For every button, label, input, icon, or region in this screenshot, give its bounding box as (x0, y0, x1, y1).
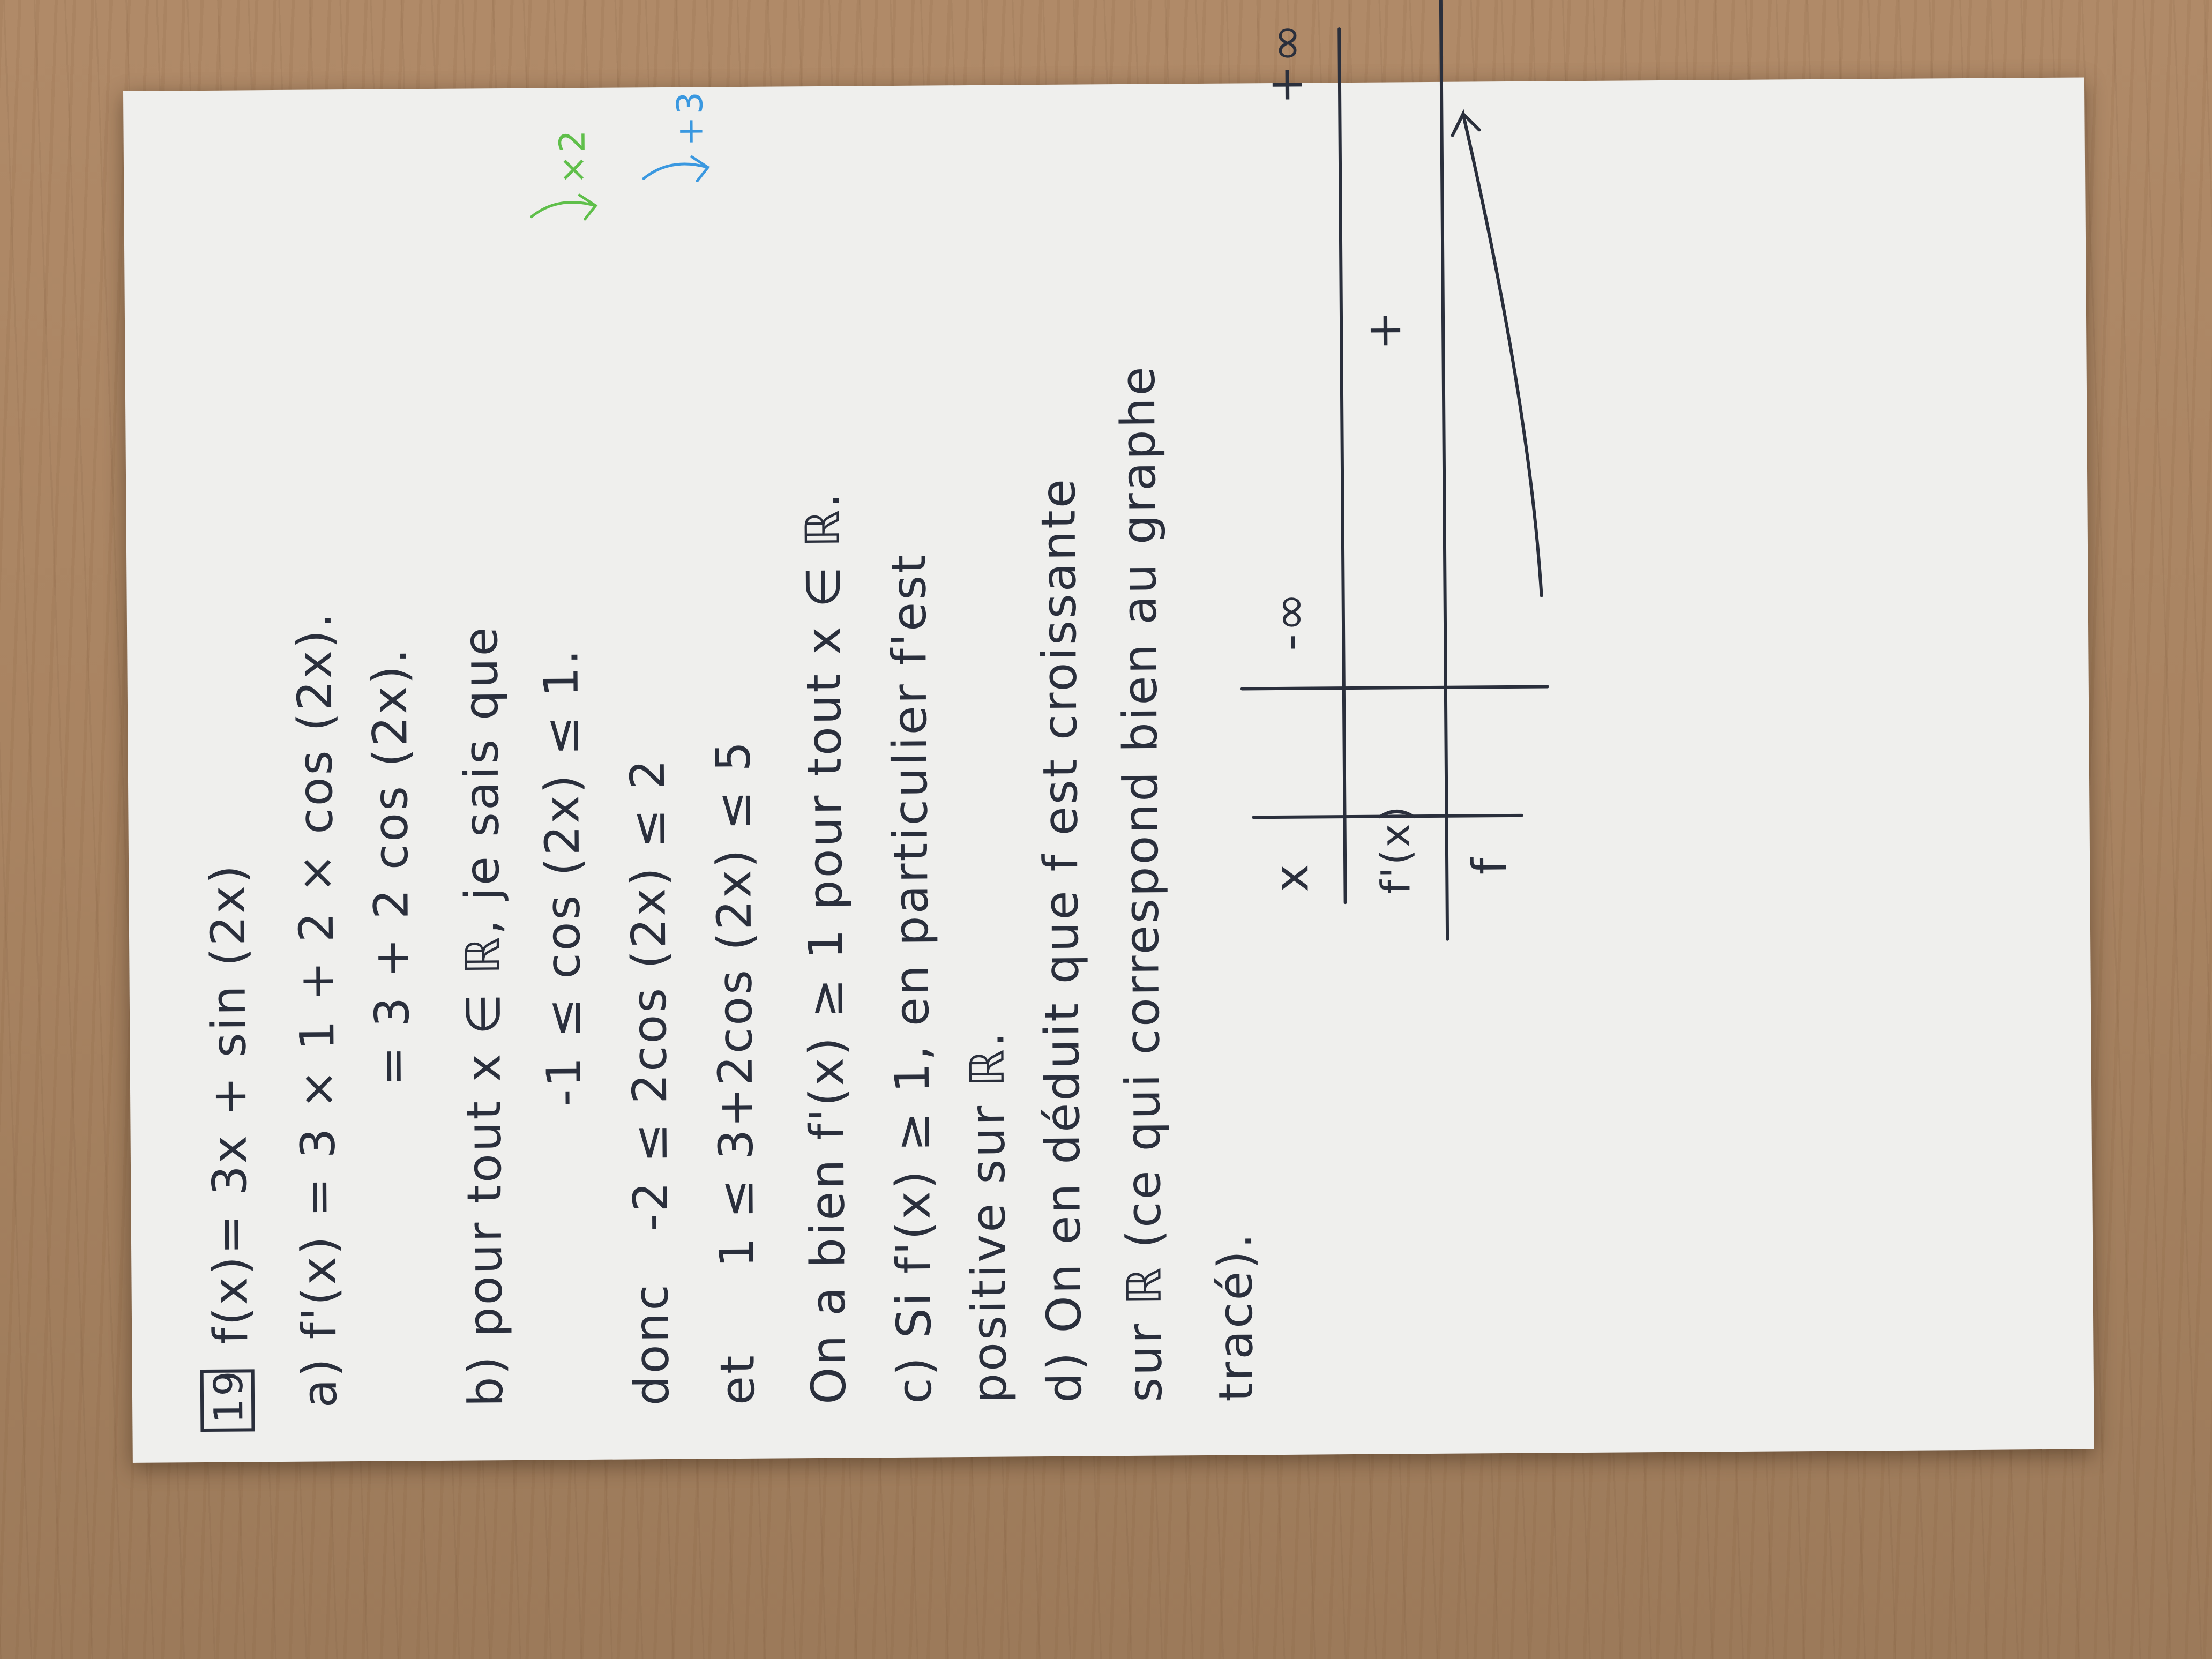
blue-arrow-icon (644, 156, 708, 181)
table-x-label: x (1264, 862, 1319, 893)
table-plus-inf: +∞ (1258, 21, 1314, 105)
variation-table (1237, 0, 1550, 940)
line-function: f(x)= 3x + sin (2x) (200, 863, 259, 1345)
table-line-col (1242, 686, 1548, 689)
line-c-positive: positive sur ℝ. (959, 1029, 1018, 1404)
line-b-cos-bound: -1 ≤ cos (2x) ≤ 1. (533, 647, 592, 1107)
line-d-graph: sur ℝ (ce qui correspond bien au graphe (1110, 364, 1173, 1403)
annotation-plus-three: +3 (669, 89, 711, 146)
table-f-label: f (1462, 855, 1518, 875)
line-d-trace: tracé). (1207, 1231, 1264, 1402)
paper-sheet (123, 21, 2094, 1462)
annotation-times-two: ×2 (551, 128, 594, 185)
increasing-arrow-icon (1452, 114, 1541, 596)
table-sign: + (1356, 308, 1412, 350)
line-b-intro: b) pour tout x ∈ ℝ, je sais que (452, 624, 514, 1407)
table-fprime-label: f'(x) (1372, 804, 1419, 894)
handwritten-content (123, 21, 2094, 1462)
line-a-derivative: a) f'(x) = 3 × 1 + 2 × cos (2x). (286, 610, 348, 1408)
line-b-double: donc -2 ≤ 2cos (2x) ≤ 2 (619, 757, 680, 1406)
line-c: c) Si f'(x) ≥ 1, en particulier f'est (881, 552, 943, 1404)
table-minus-inf: -∞ (1261, 590, 1318, 652)
table-line-top (1339, 29, 1345, 902)
line-b-conclusion: On a bien f'(x) ≥ 1 pour tout x ∈ ℝ. (795, 490, 857, 1405)
line-b-add-three: et 1 ≤ 3+2cos (2x) ≤ 5 (705, 739, 766, 1406)
green-arrow-icon (531, 195, 595, 220)
line-d: d) On en déduit que f est croissante (1030, 476, 1093, 1403)
line-a-simplified: = 3 + 2 cos (2x). (362, 646, 420, 1086)
exercise-number: 19 (205, 1369, 252, 1424)
table-line-middle (1441, 0, 1448, 939)
